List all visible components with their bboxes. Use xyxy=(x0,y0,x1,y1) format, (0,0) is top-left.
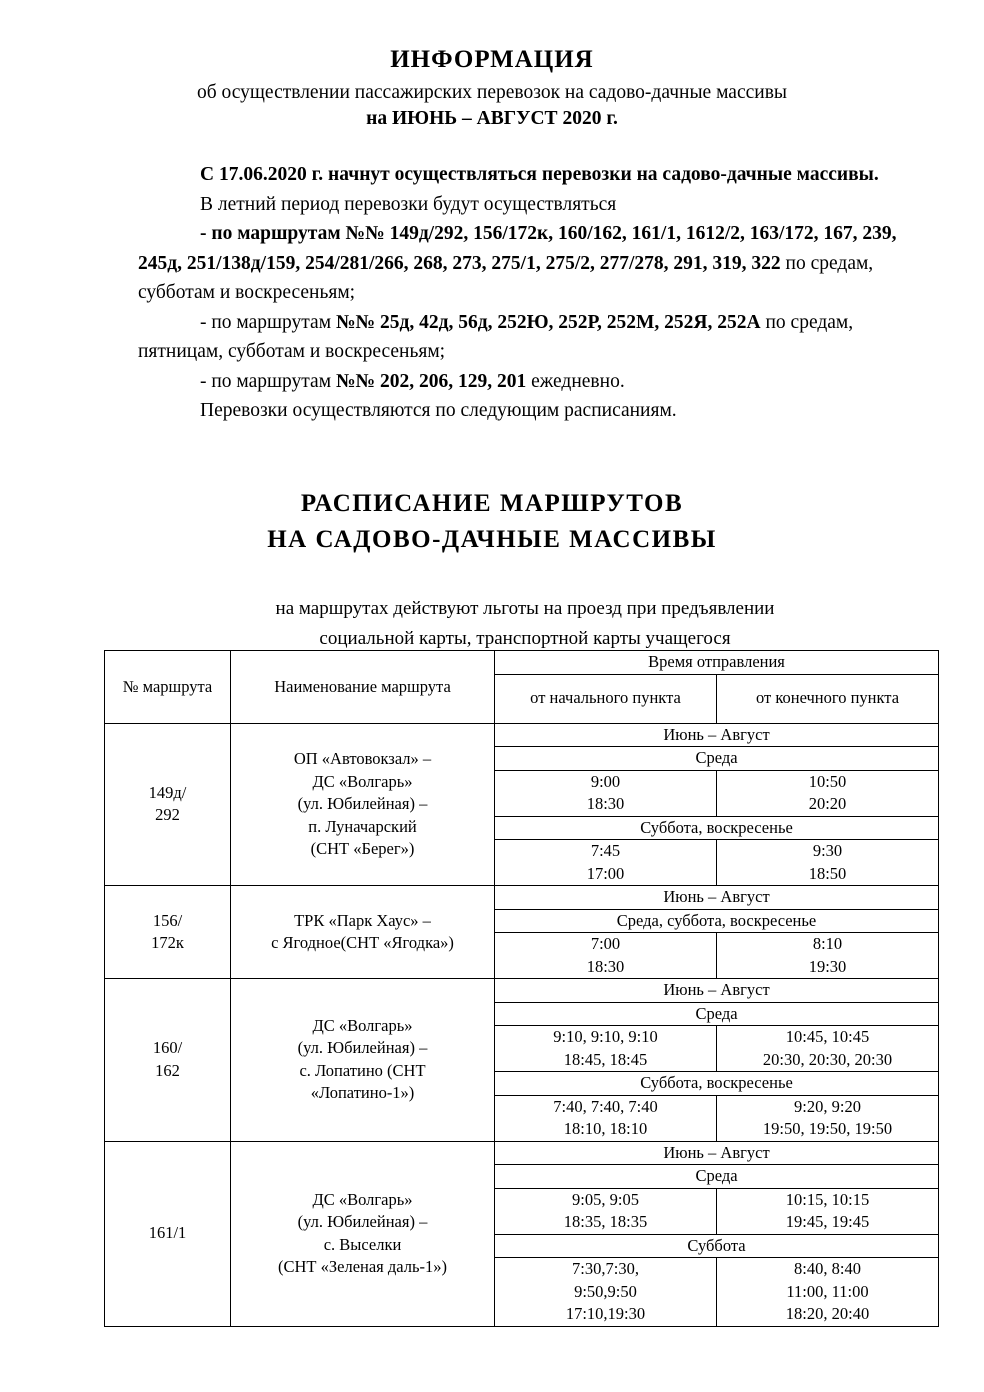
time-line: 20:20 xyxy=(808,794,847,813)
time-line: 18:20, 20:40 xyxy=(785,1304,870,1323)
group-1-routes: №№ 149д/292, 156/172к, 160/162, 161/1, 1612/2, 163/172, 167, 239, 245д, 251/138д/159, 254/281/266, 268, 273, 275/1, 275/2, 277/278, 291, 319, 322 xyxy=(138,223,897,274)
group-3-prefix: - по маршрутам xyxy=(200,370,336,392)
route-name-cell xyxy=(231,723,495,886)
intro-group-2 xyxy=(138,308,928,367)
benefits-note-line-2: социальной карты, транспортной карты учащегося xyxy=(319,628,731,649)
route-name-line: ТРК «Парк Хаус» – xyxy=(294,910,431,930)
route-name-line: ДС «Волгарь» xyxy=(312,771,413,791)
route-name-cell xyxy=(231,979,495,1142)
departure-start-cell xyxy=(495,1026,717,1072)
group-2-days: по средам, пятницам, субботам и воскресеньям; xyxy=(138,311,854,362)
header-route-number: № маршрута xyxy=(105,651,231,724)
schedule-table xyxy=(104,650,939,1327)
intro-group-3 xyxy=(138,367,928,397)
days-cell: Среда, суббота, воскресенье xyxy=(495,909,939,933)
route-name-line: (СНТ «Зеленая даль-1») xyxy=(278,1257,447,1276)
route-number-cell xyxy=(105,1141,231,1326)
benefits-note-line-1: на маршрутах действуют льготы на проезд при предъявлении xyxy=(275,598,775,619)
departure-start-cell xyxy=(495,1188,717,1234)
route-name-line: с Ягодное(СНТ «Ягодка») xyxy=(271,933,454,952)
time-line: 10:15, 10:15 xyxy=(785,1189,870,1209)
time-line: 17:10,19:30 xyxy=(565,1304,646,1323)
time-line: 18:30 xyxy=(586,794,625,813)
route-name-line: ОП «Автовокзал» – xyxy=(293,749,432,768)
route-name-line: (ул. Юбилейная) – xyxy=(297,1038,428,1058)
route-name-line: «Лопатино-1») xyxy=(310,1083,415,1103)
route-name-line: ДС «Волгарь» xyxy=(312,1189,413,1209)
route-number-line: 172к xyxy=(151,933,184,952)
time-line: 18:50 xyxy=(808,863,847,883)
route-number-line: 156/ xyxy=(152,910,183,930)
intro-closing: Перевозки осуществляются по следующим расписаниям. xyxy=(200,400,677,421)
time-line: 8:10 xyxy=(812,934,843,953)
group-1-prefix: - по маршрутам xyxy=(200,223,346,244)
route-name-cell xyxy=(231,886,495,979)
header-from-end: от конечного пункта xyxy=(717,674,939,723)
time-line: 9:20, 9:20 xyxy=(794,1096,861,1116)
document-title: ИНФОРМАЦИЯ xyxy=(390,46,594,73)
time-line: 19:50, 19:50, 19:50 xyxy=(762,1119,893,1138)
route-name-cell xyxy=(231,1141,495,1326)
departure-end-cell xyxy=(717,933,939,979)
days-cell: Среда xyxy=(495,747,939,771)
time-line: 10:50 xyxy=(808,771,847,791)
time-line: 10:45, 10:45 xyxy=(785,1027,870,1046)
route-number-cell xyxy=(105,723,231,886)
document-period: на ИЮНЬ – АВГУСТ 2020 г. xyxy=(366,108,618,129)
header-route-name: Наименование маршрута xyxy=(231,651,495,724)
route-number-line: 160/ xyxy=(152,1038,183,1058)
time-line: 18:45, 18:45 xyxy=(563,1049,648,1069)
time-line: 7:00 xyxy=(590,934,621,953)
departure-start-cell xyxy=(495,1258,717,1327)
time-line: 9:00 xyxy=(590,771,621,791)
time-line: 9:10, 9:10, 9:10 xyxy=(553,1027,658,1046)
schedule-title xyxy=(0,486,984,558)
time-line: 7:45 xyxy=(590,841,621,860)
days-cell: Суббота, воскресенье xyxy=(495,1072,939,1096)
route-name-line: с. Лопатино (СНТ xyxy=(299,1060,426,1080)
time-line: 18:35, 18:35 xyxy=(563,1212,648,1231)
route-name-line: с. Выселки xyxy=(323,1234,402,1254)
route-number-cell xyxy=(105,979,231,1142)
time-line: 7:30,7:30, xyxy=(572,1259,639,1278)
route-number-line: 161/1 xyxy=(148,1223,187,1243)
group-2-routes: №№ 25д, 42д, 56д, 252Ю, 252Р, 252М, 252Я, 252А xyxy=(335,311,761,333)
departure-end-cell xyxy=(717,1026,939,1072)
departure-start-cell xyxy=(495,933,717,979)
time-line: 7:40, 7:40, 7:40 xyxy=(553,1096,658,1116)
route-number-cell xyxy=(105,886,231,979)
route-name-line: ДС «Волгарь» xyxy=(312,1015,413,1035)
departure-start-cell xyxy=(495,770,717,816)
schedule-title-line-2: НА САДОВО-ДАЧНЫЕ МАССИВЫ xyxy=(267,526,717,553)
header-from-start: от начального пункта xyxy=(495,674,717,723)
group-3-routes: №№ 202, 206, 129, 201 xyxy=(335,370,527,392)
time-line: 11:00, 11:00 xyxy=(786,1281,869,1301)
days-cell: Суббота, воскресенье xyxy=(495,816,939,840)
time-line: 19:45, 19:45 xyxy=(785,1212,870,1231)
departure-end-cell xyxy=(717,840,939,886)
route-number-line: 292 xyxy=(155,805,180,825)
route-name-line: (СНТ «Берег») xyxy=(310,839,415,858)
route-number-line: 162 xyxy=(155,1060,180,1080)
season-cell: Июнь – Август xyxy=(495,979,939,1003)
season-cell: Июнь – Август xyxy=(495,886,939,910)
route-number-line: 149д/ xyxy=(148,782,187,802)
time-line: 9:05, 9:05 xyxy=(572,1189,639,1209)
time-line: 18:30 xyxy=(586,956,625,976)
route-name-line: (ул. Юбилейная) – xyxy=(297,1212,428,1231)
time-line: 9:50,9:50 xyxy=(574,1281,637,1301)
departure-end-cell xyxy=(717,1095,939,1141)
intro-text xyxy=(138,160,928,426)
days-cell: Среда xyxy=(495,1165,939,1189)
intro-group-1 xyxy=(138,219,928,308)
time-line: 20:30, 20:30, 20:30 xyxy=(762,1049,893,1069)
time-line: 9:30 xyxy=(812,841,843,860)
time-line: 18:10, 18:10 xyxy=(563,1119,648,1138)
days-cell: Среда xyxy=(495,1002,939,1026)
departure-end-cell xyxy=(717,1188,939,1234)
time-line: 8:40, 8:40 xyxy=(794,1259,861,1278)
header-departure-time: Время отправления xyxy=(495,651,939,675)
group-3-days: ежедневно. xyxy=(526,370,625,392)
departure-end-cell xyxy=(717,1258,939,1327)
benefits-note xyxy=(0,594,984,654)
time-line: 17:00 xyxy=(586,863,625,883)
departure-start-cell xyxy=(495,840,717,886)
days-cell: Суббота xyxy=(495,1234,939,1258)
schedule-title-line-1: РАСПИСАНИЕ МАРШРУТОВ xyxy=(300,490,684,517)
route-name-line: (ул. Юбилейная) – xyxy=(297,794,428,813)
group-1-days: по средам, субботам и воскресеньям; xyxy=(138,252,874,303)
intro-summer-text: В летний период перевозки будут осуществляться xyxy=(200,193,617,215)
group-2-prefix: - по маршрутам xyxy=(200,311,336,333)
intro-start-date: С 17.06.2020 г. начнут осуществляться перевозки на садово-дачные массивы. xyxy=(200,164,879,185)
season-cell: Июнь – Август xyxy=(495,723,939,747)
departure-end-cell xyxy=(717,770,939,816)
departure-start-cell xyxy=(495,1095,717,1141)
route-name-line: п. Луначарский xyxy=(308,816,417,836)
time-line: 19:30 xyxy=(808,956,847,976)
document-subtitle: об осуществлении пассажирских перевозок на садово-дачные массивы xyxy=(196,82,788,103)
season-cell: Июнь – Август xyxy=(495,1141,939,1165)
